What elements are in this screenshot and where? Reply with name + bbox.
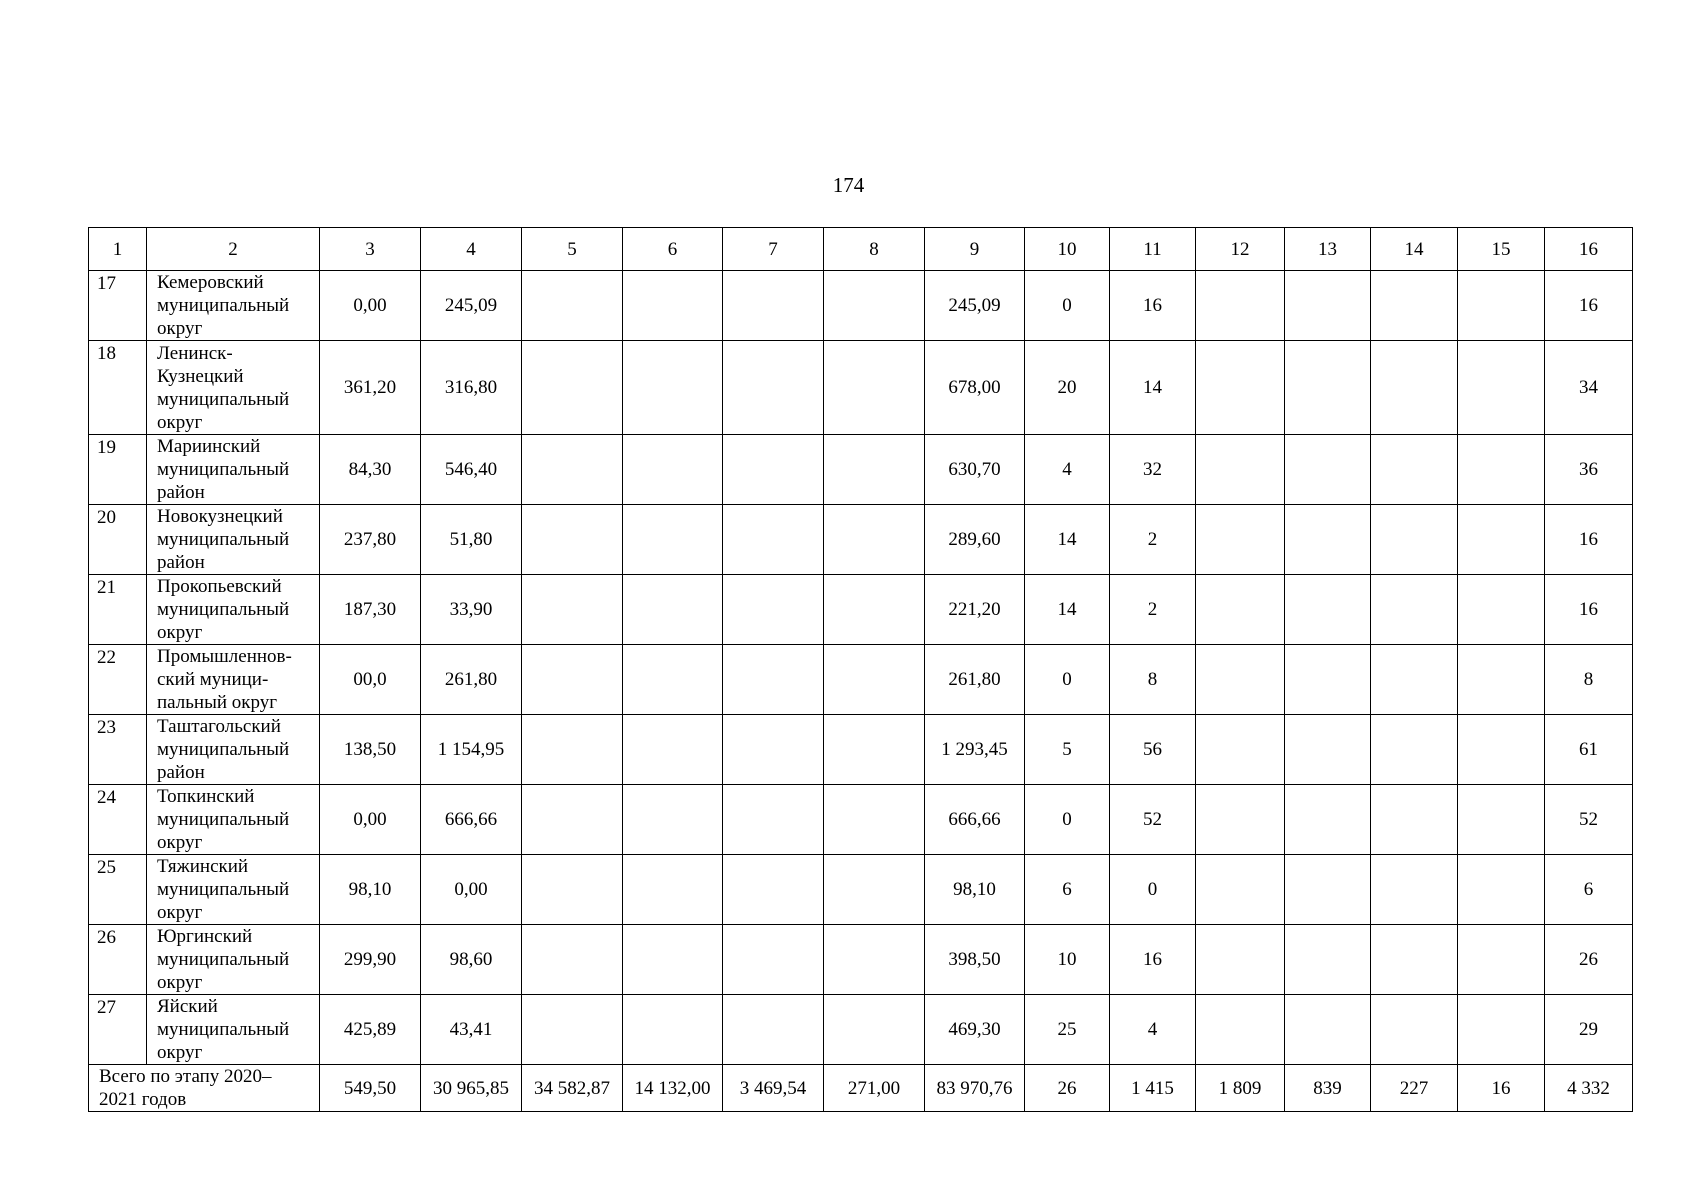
cell-col-16: 36 bbox=[1545, 435, 1633, 505]
municipality-name bbox=[147, 341, 320, 435]
municipality-name-line: Яйский bbox=[157, 996, 218, 1017]
column-header-2: 2 bbox=[147, 228, 320, 271]
total-cell-col-3: 549,50 bbox=[320, 1065, 421, 1112]
municipality-name-line: округ bbox=[157, 972, 203, 993]
cell-col-7 bbox=[723, 925, 824, 995]
cell-col-11: 2 bbox=[1110, 505, 1196, 575]
cell-col-11: 14 bbox=[1110, 341, 1196, 435]
cell-col-8 bbox=[824, 271, 925, 341]
row-number: 22 bbox=[89, 645, 147, 715]
cell-col-5 bbox=[522, 271, 623, 341]
cell-col-15 bbox=[1458, 855, 1545, 925]
municipality-name-line: муниципальный bbox=[157, 1019, 290, 1040]
cell-col-14 bbox=[1371, 271, 1458, 341]
total-cell-col-10: 26 bbox=[1025, 1065, 1110, 1112]
municipality-name-line: муниципальный bbox=[157, 809, 290, 830]
table-row bbox=[89, 785, 1633, 855]
cell-col-6 bbox=[623, 925, 723, 995]
cell-col-6 bbox=[623, 341, 723, 435]
cell-col-5 bbox=[522, 855, 623, 925]
cell-col-12 bbox=[1196, 575, 1285, 645]
total-label bbox=[89, 1065, 320, 1112]
cell-col-9: 245,09 bbox=[925, 271, 1025, 341]
cell-col-14 bbox=[1371, 341, 1458, 435]
cell-col-12 bbox=[1196, 271, 1285, 341]
cell-col-6 bbox=[623, 645, 723, 715]
cell-col-4: 316,80 bbox=[421, 341, 522, 435]
cell-col-11: 0 bbox=[1110, 855, 1196, 925]
municipality-name bbox=[147, 855, 320, 925]
row-number: 27 bbox=[89, 995, 147, 1065]
table-row bbox=[89, 341, 1633, 435]
cell-col-14 bbox=[1371, 505, 1458, 575]
cell-col-4: 245,09 bbox=[421, 271, 522, 341]
municipality-name-line: округ bbox=[157, 622, 203, 643]
column-header-12: 12 bbox=[1196, 228, 1285, 271]
cell-col-7 bbox=[723, 435, 824, 505]
cell-col-11: 16 bbox=[1110, 925, 1196, 995]
cell-col-4: 51,80 bbox=[421, 505, 522, 575]
cell-col-9: 221,20 bbox=[925, 575, 1025, 645]
cell-col-3: 299,90 bbox=[320, 925, 421, 995]
cell-col-4: 261,80 bbox=[421, 645, 522, 715]
municipality-name bbox=[147, 645, 320, 715]
cell-col-9: 666,66 bbox=[925, 785, 1025, 855]
cell-col-16: 61 bbox=[1545, 715, 1633, 785]
municipality-name bbox=[147, 925, 320, 995]
cell-col-12 bbox=[1196, 925, 1285, 995]
cell-col-16: 34 bbox=[1545, 341, 1633, 435]
cell-col-5 bbox=[522, 505, 623, 575]
cell-col-12 bbox=[1196, 645, 1285, 715]
cell-col-11: 4 bbox=[1110, 995, 1196, 1065]
municipality-name-line: Ленинск- bbox=[157, 342, 233, 364]
cell-col-15 bbox=[1458, 715, 1545, 785]
cell-col-7 bbox=[723, 271, 824, 341]
row-number: 25 bbox=[89, 855, 147, 925]
column-header-8: 8 bbox=[824, 228, 925, 271]
cell-col-16: 16 bbox=[1545, 575, 1633, 645]
cell-col-13 bbox=[1285, 271, 1371, 341]
column-header-11: 11 bbox=[1110, 228, 1196, 271]
cell-col-8 bbox=[824, 785, 925, 855]
cell-col-14 bbox=[1371, 435, 1458, 505]
cell-col-12 bbox=[1196, 505, 1285, 575]
cell-col-13 bbox=[1285, 715, 1371, 785]
municipality-name-line: муниципальный bbox=[157, 739, 290, 760]
cell-col-6 bbox=[623, 435, 723, 505]
cell-col-12 bbox=[1196, 341, 1285, 435]
cell-col-5 bbox=[522, 785, 623, 855]
municipality-name-line: Тяжинский bbox=[157, 856, 249, 877]
cell-col-3: 84,30 bbox=[320, 435, 421, 505]
municipality-name-line: округ bbox=[157, 832, 203, 853]
municipality-name-line: Прокопьевский bbox=[157, 576, 282, 597]
municipality-name-line: Таштагольский bbox=[157, 716, 281, 737]
table-row bbox=[89, 855, 1633, 925]
cell-col-3: 237,80 bbox=[320, 505, 421, 575]
cell-col-7 bbox=[723, 505, 824, 575]
cell-col-13 bbox=[1285, 995, 1371, 1065]
municipality-name-line: муниципальный bbox=[157, 459, 290, 480]
cell-col-11: 32 bbox=[1110, 435, 1196, 505]
municipality-name-line: ский муници- bbox=[157, 669, 269, 690]
cell-col-5 bbox=[522, 575, 623, 645]
table-row bbox=[89, 715, 1633, 785]
cell-col-13 bbox=[1285, 435, 1371, 505]
cell-col-10: 14 bbox=[1025, 575, 1110, 645]
cell-col-10: 6 bbox=[1025, 855, 1110, 925]
cell-col-14 bbox=[1371, 645, 1458, 715]
table-row bbox=[89, 995, 1633, 1065]
cell-col-3: 0,00 bbox=[320, 785, 421, 855]
column-header-4: 4 bbox=[421, 228, 522, 271]
total-cell-col-6: 14 132,00 bbox=[623, 1065, 723, 1112]
cell-col-4: 0,00 bbox=[421, 855, 522, 925]
municipality-name-line: округ bbox=[157, 318, 203, 339]
cell-col-9: 289,60 bbox=[925, 505, 1025, 575]
total-cell-col-16: 4 332 bbox=[1545, 1065, 1633, 1112]
total-cell-col-12: 1 809 bbox=[1196, 1065, 1285, 1112]
cell-col-11: 8 bbox=[1110, 645, 1196, 715]
cell-col-13 bbox=[1285, 925, 1371, 995]
cell-col-16: 26 bbox=[1545, 925, 1633, 995]
cell-col-8 bbox=[824, 925, 925, 995]
row-number: 21 bbox=[89, 575, 147, 645]
cell-col-8 bbox=[824, 715, 925, 785]
municipality-name-line: муниципальный bbox=[157, 295, 290, 316]
row-number: 19 bbox=[89, 435, 147, 505]
cell-col-12 bbox=[1196, 855, 1285, 925]
cell-col-4: 33,90 bbox=[421, 575, 522, 645]
cell-col-10: 0 bbox=[1025, 785, 1110, 855]
total-cell-col-4: 30 965,85 bbox=[421, 1065, 522, 1112]
municipality-name-line: округ bbox=[157, 411, 203, 433]
column-header-16: 16 bbox=[1545, 228, 1633, 271]
cell-col-16: 8 bbox=[1545, 645, 1633, 715]
cell-col-6 bbox=[623, 505, 723, 575]
municipality-name-line: Промышленнов- bbox=[157, 646, 292, 667]
cell-col-7 bbox=[723, 645, 824, 715]
cell-col-3: 0,00 bbox=[320, 271, 421, 341]
page-number: 174 bbox=[832, 173, 865, 197]
municipality-name bbox=[147, 505, 320, 575]
total-cell-col-13: 839 bbox=[1285, 1065, 1371, 1112]
cell-col-7 bbox=[723, 855, 824, 925]
cell-col-11: 52 bbox=[1110, 785, 1196, 855]
cell-col-16: 16 bbox=[1545, 271, 1633, 341]
table-row bbox=[89, 575, 1633, 645]
table-header bbox=[89, 228, 1633, 271]
column-header-10: 10 bbox=[1025, 228, 1110, 271]
row-number: 24 bbox=[89, 785, 147, 855]
cell-col-12 bbox=[1196, 715, 1285, 785]
total-cell-col-5: 34 582,87 bbox=[522, 1065, 623, 1112]
cell-col-15 bbox=[1458, 575, 1545, 645]
municipality-name bbox=[147, 575, 320, 645]
column-header-9: 9 bbox=[925, 228, 1025, 271]
municipality-name bbox=[147, 435, 320, 505]
cell-col-16: 6 bbox=[1545, 855, 1633, 925]
cell-col-10: 4 bbox=[1025, 435, 1110, 505]
municipality-name-line: Кузнецкий bbox=[157, 365, 244, 387]
cell-col-5 bbox=[522, 341, 623, 435]
municipality-name-line: муниципальный bbox=[157, 949, 290, 970]
row-number: 20 bbox=[89, 505, 147, 575]
cell-col-10: 5 bbox=[1025, 715, 1110, 785]
header-row bbox=[89, 228, 1633, 271]
column-header-5: 5 bbox=[522, 228, 623, 271]
municipality-name-line: район bbox=[157, 482, 205, 503]
cell-col-7 bbox=[723, 575, 824, 645]
municipality-name bbox=[147, 995, 320, 1065]
cell-col-16: 52 bbox=[1545, 785, 1633, 855]
municipality-name-line: Мариинский bbox=[157, 436, 261, 457]
cell-col-10: 25 bbox=[1025, 995, 1110, 1065]
cell-col-14 bbox=[1371, 855, 1458, 925]
cell-col-3: 98,10 bbox=[320, 855, 421, 925]
cell-col-15 bbox=[1458, 435, 1545, 505]
cell-col-15 bbox=[1458, 341, 1545, 435]
cell-col-11: 56 bbox=[1110, 715, 1196, 785]
cell-col-3: 187,30 bbox=[320, 575, 421, 645]
cell-col-9: 630,70 bbox=[925, 435, 1025, 505]
cell-col-7 bbox=[723, 715, 824, 785]
municipality-name-line: округ bbox=[157, 902, 203, 923]
cell-col-3: 361,20 bbox=[320, 341, 421, 435]
column-header-1: 1 bbox=[89, 228, 147, 271]
table-row bbox=[89, 925, 1633, 995]
municipality-name-line: Кемеровский bbox=[157, 272, 264, 293]
cell-col-7 bbox=[723, 785, 824, 855]
cell-col-10: 0 bbox=[1025, 645, 1110, 715]
cell-col-9: 398,50 bbox=[925, 925, 1025, 995]
total-cell-col-8: 271,00 bbox=[824, 1065, 925, 1112]
municipality-name-line: муниципальный bbox=[157, 599, 290, 620]
cell-col-14 bbox=[1371, 785, 1458, 855]
total-cell-col-15: 16 bbox=[1458, 1065, 1545, 1112]
cell-col-8 bbox=[824, 995, 925, 1065]
column-header-14: 14 bbox=[1371, 228, 1458, 271]
municipality-name bbox=[147, 785, 320, 855]
row-number: 23 bbox=[89, 715, 147, 785]
row-number: 18 bbox=[89, 341, 147, 435]
cell-col-6 bbox=[623, 575, 723, 645]
table-row bbox=[89, 505, 1633, 575]
table-body bbox=[89, 271, 1633, 1112]
column-header-15: 15 bbox=[1458, 228, 1545, 271]
cell-col-15 bbox=[1458, 271, 1545, 341]
column-header-6: 6 bbox=[623, 228, 723, 271]
cell-col-15 bbox=[1458, 505, 1545, 575]
cell-col-14 bbox=[1371, 715, 1458, 785]
total-label-line: 2021 годов bbox=[99, 1089, 187, 1110]
municipality-name bbox=[147, 271, 320, 341]
cell-col-13 bbox=[1285, 505, 1371, 575]
cell-col-8 bbox=[824, 575, 925, 645]
cell-col-15 bbox=[1458, 785, 1545, 855]
cell-col-13 bbox=[1285, 341, 1371, 435]
cell-col-8 bbox=[824, 645, 925, 715]
cell-col-9: 261,80 bbox=[925, 645, 1025, 715]
cell-col-10: 14 bbox=[1025, 505, 1110, 575]
municipality-name-line: округ bbox=[157, 1042, 203, 1063]
cell-col-15 bbox=[1458, 995, 1545, 1065]
column-header-7: 7 bbox=[723, 228, 824, 271]
table-row bbox=[89, 435, 1633, 505]
cell-col-4: 43,41 bbox=[421, 995, 522, 1065]
cell-col-15 bbox=[1458, 925, 1545, 995]
cell-col-3: 138,50 bbox=[320, 715, 421, 785]
table-row bbox=[89, 645, 1633, 715]
cell-col-14 bbox=[1371, 995, 1458, 1065]
total-cell-col-11: 1 415 bbox=[1110, 1065, 1196, 1112]
municipality-name-line: муниципальный bbox=[157, 529, 290, 550]
cell-col-8 bbox=[824, 505, 925, 575]
cell-col-13 bbox=[1285, 645, 1371, 715]
cell-col-6 bbox=[623, 715, 723, 785]
cell-col-13 bbox=[1285, 785, 1371, 855]
total-cell-col-14: 227 bbox=[1371, 1065, 1458, 1112]
cell-col-15 bbox=[1458, 645, 1545, 715]
column-header-3: 3 bbox=[320, 228, 421, 271]
cell-col-3: 425,89 bbox=[320, 995, 421, 1065]
cell-col-6 bbox=[623, 271, 723, 341]
cell-col-12 bbox=[1196, 785, 1285, 855]
data-table bbox=[88, 227, 1633, 1112]
cell-col-9: 469,30 bbox=[925, 995, 1025, 1065]
cell-col-12 bbox=[1196, 995, 1285, 1065]
cell-col-4: 666,66 bbox=[421, 785, 522, 855]
cell-col-13 bbox=[1285, 575, 1371, 645]
cell-col-9: 1 293,45 bbox=[925, 715, 1025, 785]
cell-col-4: 98,60 bbox=[421, 925, 522, 995]
cell-col-6 bbox=[623, 855, 723, 925]
total-cell-col-9: 83 970,76 bbox=[925, 1065, 1025, 1112]
cell-col-5 bbox=[522, 645, 623, 715]
cell-col-5 bbox=[522, 925, 623, 995]
cell-col-5 bbox=[522, 715, 623, 785]
cell-col-14 bbox=[1371, 925, 1458, 995]
cell-col-10: 10 bbox=[1025, 925, 1110, 995]
column-header-13: 13 bbox=[1285, 228, 1371, 271]
table-row bbox=[89, 271, 1633, 341]
cell-col-9: 678,00 bbox=[925, 341, 1025, 435]
cell-col-6 bbox=[623, 785, 723, 855]
municipality-name-line: Топкинский bbox=[157, 786, 255, 807]
municipality-name-line: Новокузнецкий bbox=[157, 506, 283, 527]
municipality-name bbox=[147, 715, 320, 785]
cell-col-7 bbox=[723, 341, 824, 435]
cell-col-5 bbox=[522, 995, 623, 1065]
cell-col-13 bbox=[1285, 855, 1371, 925]
cell-col-3: 00,0 bbox=[320, 645, 421, 715]
cell-col-7 bbox=[723, 995, 824, 1065]
cell-col-16: 16 bbox=[1545, 505, 1633, 575]
cell-col-14 bbox=[1371, 575, 1458, 645]
row-number: 26 bbox=[89, 925, 147, 995]
cell-col-10: 20 bbox=[1025, 341, 1110, 435]
total-label-line: Всего по этапу 2020– bbox=[99, 1066, 272, 1087]
cell-col-6 bbox=[623, 995, 723, 1065]
cell-col-8 bbox=[824, 435, 925, 505]
municipality-name-line: пальный округ bbox=[157, 692, 278, 713]
cell-col-4: 546,40 bbox=[421, 435, 522, 505]
municipality-name-line: район bbox=[157, 762, 205, 783]
cell-col-12 bbox=[1196, 435, 1285, 505]
total-row bbox=[89, 1065, 1633, 1112]
cell-col-10: 0 bbox=[1025, 271, 1110, 341]
cell-col-8 bbox=[824, 341, 925, 435]
row-number: 17 bbox=[89, 271, 147, 341]
cell-col-11: 16 bbox=[1110, 271, 1196, 341]
municipality-name-line: муниципальный bbox=[157, 879, 290, 900]
municipality-name-line: район bbox=[157, 552, 205, 573]
municipality-name-line: муниципальный bbox=[157, 388, 290, 410]
cell-col-9: 98,10 bbox=[925, 855, 1025, 925]
cell-col-8 bbox=[824, 855, 925, 925]
cell-col-11: 2 bbox=[1110, 575, 1196, 645]
cell-col-5 bbox=[522, 435, 623, 505]
total-cell-col-7: 3 469,54 bbox=[723, 1065, 824, 1112]
cell-col-4: 1 154,95 bbox=[421, 715, 522, 785]
municipality-name-line: Юргинский bbox=[157, 926, 253, 947]
cell-col-16: 29 bbox=[1545, 995, 1633, 1065]
